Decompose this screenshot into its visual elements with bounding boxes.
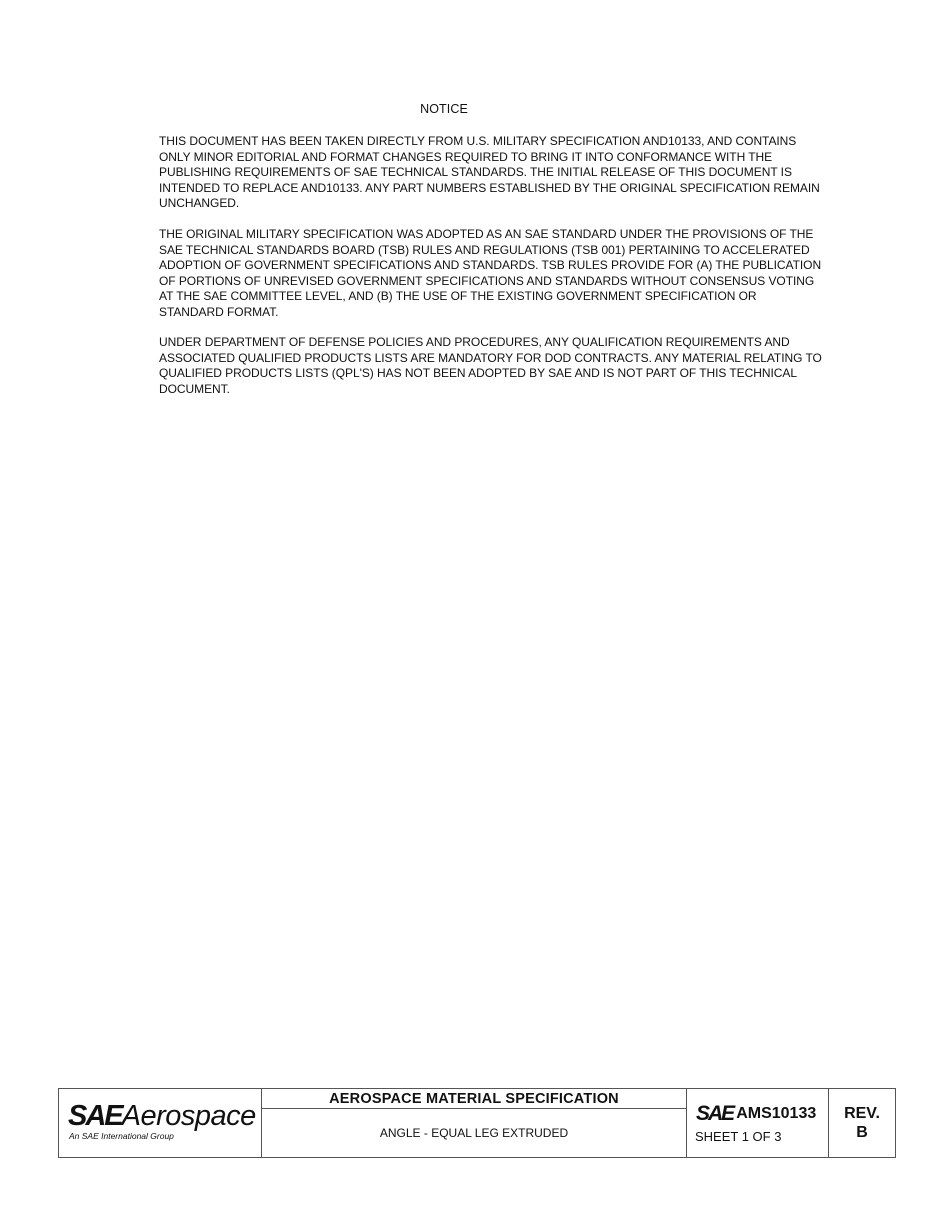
sae-mini-logo: SAE bbox=[696, 1102, 734, 1125]
notice-paragraph: UNDER DEPARTMENT OF DEFENSE POLICIES AND PROCEDURES, ANY QUALIFICATION REQUIREMENTS AND ASSOCIATED QUALIFIED PRODUCTS LISTS ARE MANDATORY FOR DOD CONTRACTS. ANY MATERIAL RELATING TO QUALIFIED PRODUCTS LISTS (QPL'S) HAS NOT BEEN ADOPTED BY SAE AND IS NOT PART OF THIS TECHNICAL DOCUMENT. bbox=[159, 335, 822, 396]
spec-type: AEROSPACE MATERIAL SPECIFICATION bbox=[262, 1089, 686, 1109]
logo-name: Aerospace bbox=[121, 1100, 256, 1132]
document-title: ANGLE - EQUAL LEG EXTRUDED bbox=[379, 1126, 569, 1140]
notice-paragraph: THE ORIGINAL MILITARY SPECIFICATION WAS ADOPTED AS AN SAE STANDARD UNDER THE PROVISIONS OF THE SAE TECHNICAL STANDARDS BOARD (TSB) RULES AND REGULATIONS (TSB 001) PERTAINING TO ACCELERATED ADOPTION OF GOVERNMENT SPECIFICATIONS AND STANDARDS. TSB RULES PROVIDE FOR (A) THE PUBLICATION OF PORTIONS OF UNREVISED GOVERNMENT SPECIFICATIONS AND STANDARDS WITHOUT CONSENSUS VOTING AT THE SAE COMMITTEE LEVEL, AND (B) THE USE OF THE EXISTING GOVERNMENT SPECIFICATION OR STANDARD FORMAT. bbox=[159, 227, 822, 319]
title-block bbox=[58, 1088, 896, 1158]
notice-paragraph: THIS DOCUMENT HAS BEEN TAKEN DIRECTLY FROM U.S. MILITARY SPECIFICATION AND10133, AND CONTAINS ONLY MINOR EDITORIAL AND FORMAT CHANGES REQUIRED TO BRING IT INTO CONFORMANCE WITH THE PUBLISHING REQUIREMENTS OF SAE TECHNICAL STANDARDS. THE INITIAL RELEASE OF THIS DOCUMENT IS INTENDED TO REPLACE AND10133. ANY PART NUMBERS ESTABLISHED BY THE ORIGINAL SPECIFICATION REMAIN UNCHANGED. bbox=[159, 134, 820, 211]
logo-brand: SAE bbox=[68, 1100, 122, 1132]
revision-value: B bbox=[856, 1124, 868, 1141]
document-number: AMS10133 bbox=[736, 1105, 817, 1122]
sae-aerospace-logo bbox=[59, 1089, 262, 1157]
revision-cell bbox=[829, 1089, 895, 1157]
sheet-number: SHEET 1 OF 3 bbox=[695, 1129, 782, 1144]
notice-title: NOTICE bbox=[420, 102, 468, 116]
logo-tagline: An SAE International Group bbox=[69, 1131, 174, 1141]
document-number-cell bbox=[687, 1089, 829, 1157]
revision-label: REV. bbox=[844, 1105, 880, 1122]
title-cell bbox=[262, 1089, 687, 1157]
